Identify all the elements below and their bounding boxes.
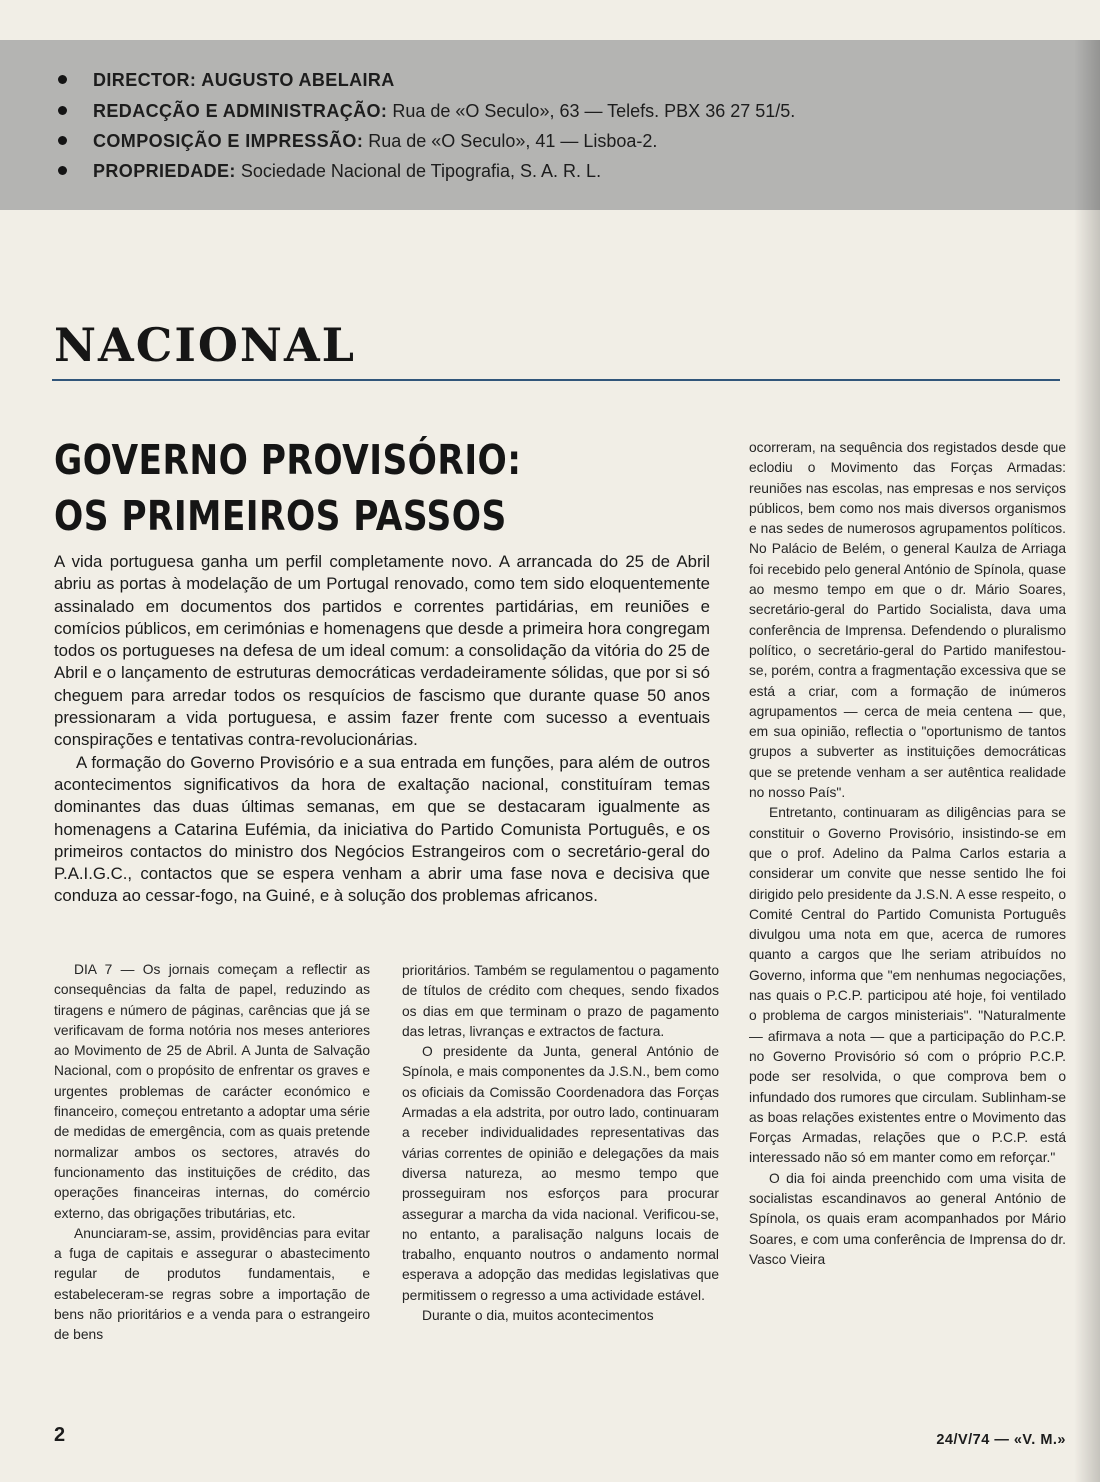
masthead-editorial: REDACÇÃO E ADMINISTRAÇÃO: Rua de «O Seculo», 63 — Telefs. PBX 36 27 51/5.: [58, 101, 795, 122]
headline-line-2: OS PRIMEIROS PASSOS: [54, 492, 507, 540]
article-headline: [54, 432, 521, 544]
article-lead: [54, 551, 710, 908]
body-paragraph: O presidente da Junta, general António de Spínola, e mais componentes da J.S.N., bem como os oficiais da Comissão Coordenadora das Forças Armadas a ela adstrita, por outro lado, continuaram a receber individualidades representativas das várias correntes de opinião e delegações da mais diversa natureza, ao mesmo tempo que prosseguiram nos esforços para procurar assegurar a marcha da vida nacional. Verificou-se, no entanto, a paralisação nalguns locais de trabalho, enquanto noutros o andamento normal esperava a adopção das medidas legislativas que permitissem o regresso a uma actividade estável.: [402, 1044, 719, 1303]
body-paragraph: O dia foi ainda preenchido com uma visita de socialistas escandinavos ao general António de Spínola, os quais eram acompanhados por Mário Soares, e com uma conferência de Imprensa do dr. Vasco Vieira: [749, 1170, 1066, 1267]
body-column-left: [54, 960, 370, 1346]
body-paragraph: DIA 7 — Os jornais começam a reflectir as consequências da falta de papel, reduzindo as tiragens e número de páginas, carências que já se verificavam de forma notória nos meses anteriores ao Movimento de 25 de Abril. A Junta de Salvação Nacional, com o propósito de enfrentar os graves e urgentes problemas de carácter económico e financeiro, começou entretanto a adoptar uma série de medidas de emergência, com as quais pretende normalizar ambos os sectores, através do funcionamento das instituições de crédito, das operações financeiras internas, do comércio externo, das obrigações tributárias, etc.: [54, 962, 370, 1221]
lead-paragraph: A vida portuguesa ganha um perfil completamente novo. A arrancada do 25 de Abril abriu as portas à modelação de um Portugal renovado, como tem sido eloquentemente assinalado em documentos dos partidos e correntes partidárias, em reuniões e comícios públicos, em cerimónias e homenagens que desde a primeira hora congregam todos os portugueses na defesa de um ideal comum: a consolidação da vitória do 25 de Abril e o lançamento de estruturas democráticas verdadeiramente sólidas, que por si só cheguem para arredar todos os resquícios de fascismo que durante quase 50 anos pressionaram a vida portuguesa, e assim fazer frente com sucesso a eventuais conspirações e tentativas contra-revolucionárias.: [54, 552, 710, 750]
masthead-owner: PROPRIEDADE: Sociedade Nacional de Tipografia, S. A. R. L.: [58, 161, 601, 182]
body-paragraph: ocorreram, na sequência dos registados desde que eclodiu o Movimento das Forças Armadas: reuniões nas escolas, nas empresas e nos serviços públicos, bem como nos mais diversos organismos e nas sedes de numerosos agrupamentos políticos. No Palácio de Belém, o general Kaulza de Arriaga foi recebido pelo general António de Spínola, quase ao mesmo tempo em que o dr. Mário Soares, secretário-geral do Partido Socialista, dava uma conferência de Imprensa. Defendendo o pluralismo político, o secretário-geral do Partido manifestou-se, porém, contra a fragmentação excessiva que se está a criar, com a formação de inúmeros agrupamentos — cerca de meia centena — que, em sua opinião, reflectia o "oportunismo de tantos grupos a subverter as instituições democráticas que se pretende venham a ser autêntica realidade no nosso País".: [749, 440, 1066, 801]
body-paragraph: Durante o dia, muitos acontecimentos: [422, 1308, 654, 1324]
body-paragraph: Anunciaram-se, assim, providências para evitar a fuga de capitais e assegurar o abastecimento regular de produtos fundamentais, e estabeleceram-se regras sobre a importação de bens não prioritários e a venda para o estrangeiro de bens: [54, 1225, 370, 1343]
section-divider: [52, 379, 1060, 381]
bullet-icon: [58, 136, 67, 145]
page-edge-shadow: [1074, 40, 1100, 1482]
section-title: NACIONAL: [54, 318, 357, 372]
body-column-middle: [402, 961, 719, 1326]
bullet-icon: [58, 106, 67, 115]
bullet-icon: [58, 166, 67, 175]
body-paragraph: Entretanto, continuaram as diligências para se constituir o Governo Provisório, insistindo-se em que o prof. Adelino da Palma Carlos estaria a considerar um convite que nesse sentido lhe foi dirigido pelo presidente da J.S.N. A esse respeito, o Comité Central do Partido Comunista Português divulgou uma nota em que, acerca de rumores quanto a cargos que lhe seriam atribuídos no Governo, informa que "em nenhumas negociações, nas quais o P.C.P. participou até hoje, foi ventilado o problema de cargos ministeriais". "Naturalmente — afirmava a nota — que a participação do P.C.P. no Governo Provisório só com o próprio P.C.P. pode ser resolvida, o que comprova bem o infundado dos rumores que circulam. Sublinham-se as boas relações existentes entre o Movimento das Forças Armadas, relações que o P.C.P. está interessado não só em manter como em reforçar.": [749, 805, 1066, 1166]
masthead-banner: [0, 40, 1100, 210]
bullet-icon: [58, 75, 67, 84]
headline-line-1: GOVERNO PROVISÓRIO:: [54, 436, 522, 484]
lead-paragraph: A formação do Governo Provisório e a sua entrada em funções, para além de outros acontecimentos significativos da hora de exaltação nacional, constituíram temas dominantes das duas últimas semanas, em que se destacaram igualmente as homenagens a Catarina Eufémia, da iniciativa do Partido Comunista Português, e os primeiros contactos do ministro dos Negócios Estrangeiros com o secretário-geral do P.A.I.G.C., contactos que se espera venham a abrir uma fase nova e decisiva que conduza ao cessar-fogo, na Guiné, e à solução dos problemas africanos.: [54, 752, 710, 906]
page-number: 2: [54, 1424, 66, 1446]
body-paragraph: prioritários. Também se regulamentou o pagamento de títulos de crédito com cheques, sendo fixados os dias em que terminam o prazo de pagamento das letras, livranças e extractos de factura.: [402, 963, 719, 1039]
masthead-printing: COMPOSIÇÃO E IMPRESSÃO: Rua de «O Seculo», 41 — Lisboa-2.: [58, 131, 657, 152]
body-column-right: [749, 438, 1066, 1270]
masthead-director: DIRECTOR: AUGUSTO ABELAIRA: [58, 70, 395, 91]
issue-footer: 24/V/74 — «V. M.»: [936, 1432, 1066, 1448]
